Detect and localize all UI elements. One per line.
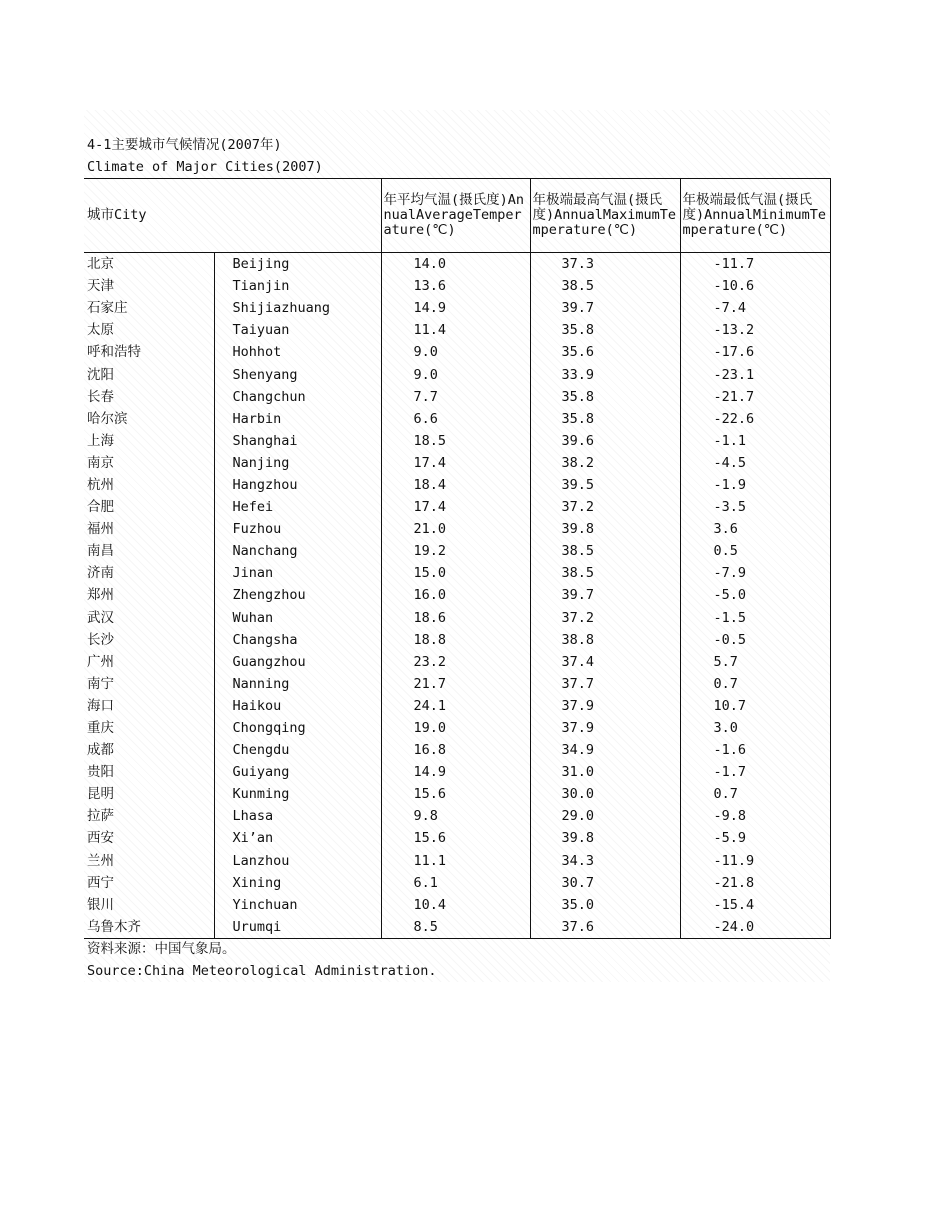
table-row [84,872,830,894]
minimum-temperature-cell: -11.7 [680,253,830,276]
table-row [84,363,830,385]
maximum-temperature-cell: 37.2 [530,607,680,629]
city-name-cn: 北京 [87,256,114,273]
city-name-en: Haikou [214,695,381,717]
table-row [84,717,830,739]
city-name-en: Beijing [214,253,381,276]
minimum-temperature-cell: -7.9 [680,562,830,584]
city-name-cn: 拉萨 [87,808,114,825]
table-title-en: Climate of Major Cities(2007) [87,159,323,175]
minimum-temperature-cell: 3.0 [680,717,830,739]
maximum-temperature-cell: 35.0 [530,894,680,916]
city-name-cn: 太原 [87,322,114,339]
minimum-temperature-cell: -1.7 [680,761,830,783]
city-name-cn: 西安 [87,830,114,847]
average-temperature-cell: 14.9 [381,297,530,319]
table-row [84,319,830,341]
city-name-cn: 兰州 [87,852,114,869]
table-row [84,496,830,518]
city-name-cn: 银川 [87,896,114,913]
source-note-cn: 资料来源：中国气象局。 [87,941,236,957]
average-temperature-cell: 15.6 [381,827,530,849]
minimum-temperature-cell: 0.5 [680,540,830,562]
city-name-en: Fuzhou [214,518,381,540]
maximum-temperature-cell: 37.7 [530,673,680,695]
table-row [84,805,830,827]
city-name-en: Lanzhou [214,850,381,872]
average-temperature-cell: 14.0 [381,253,530,276]
average-temperature-cell: 11.4 [381,319,530,341]
minimum-temperature-cell: -0.5 [680,629,830,651]
minimum-temperature-cell: -22.6 [680,408,830,430]
maximum-temperature-cell: 37.9 [530,695,680,717]
minimum-temperature-cell: 0.7 [680,673,830,695]
city-name-cn: 广州 [87,653,114,670]
source-note-en: Source:China Meteorological Administration. [87,963,437,979]
average-temperature-cell: 8.5 [381,916,530,939]
city-name-en: Guiyang [214,761,381,783]
maximum-temperature-cell: 39.5 [530,474,680,496]
city-name-en: Xining [214,872,381,894]
city-name-cn: 济南 [87,565,114,582]
average-temperature-cell: 6.1 [381,872,530,894]
table-row [84,562,830,584]
maximum-temperature-cell: 31.0 [530,761,680,783]
table-row [84,894,830,916]
minimum-temperature-cell: -3.5 [680,496,830,518]
minimum-temperature-cell: -10.6 [680,275,830,297]
average-temperature-cell: 10.4 [381,894,530,916]
maximum-temperature-cell: 39.8 [530,518,680,540]
table-row [84,430,830,452]
minimum-temperature-cell: -1.1 [680,430,830,452]
city-name-cn: 重庆 [87,720,114,737]
table-row [84,253,830,276]
table-row [84,673,830,695]
city-name-en: Taiyuan [214,319,381,341]
city-name-en: Jinan [214,562,381,584]
minimum-temperature-cell: -1.9 [680,474,830,496]
table-row [84,386,830,408]
table-body [84,253,830,939]
maximum-temperature-cell: 37.6 [530,916,680,939]
city-name-cn: 长沙 [87,631,114,648]
average-temperature-cell: 17.4 [381,452,530,474]
minimum-temperature-cell: -5.0 [680,584,830,606]
average-temperature-cell: 23.2 [381,651,530,673]
maximum-temperature-cell: 34.3 [530,850,680,872]
minimum-temperature-cell: -17.6 [680,341,830,363]
city-name-en: Changchun [214,386,381,408]
minimum-temperature-cell: -4.5 [680,452,830,474]
table-row [84,651,830,673]
city-name-cn: 长春 [87,388,114,405]
city-name-en: Urumqi [214,916,381,939]
header-minimum-temperature: 年极端最低气温(摄氏度)AnnualMinimumTemperature(℃) [680,179,830,253]
average-temperature-cell: 6.6 [381,408,530,430]
maximum-temperature-cell: 37.4 [530,651,680,673]
maximum-temperature-cell: 30.7 [530,872,680,894]
table-row [84,695,830,717]
city-name-cn: 昆明 [87,786,114,803]
average-temperature-cell: 21.7 [381,673,530,695]
maximum-temperature-cell: 37.2 [530,496,680,518]
average-temperature-cell: 21.0 [381,518,530,540]
table-header-row [84,179,830,253]
average-temperature-cell: 18.8 [381,629,530,651]
table-row [84,474,830,496]
maximum-temperature-cell: 39.6 [530,430,680,452]
average-temperature-cell: 9.0 [381,341,530,363]
table-row [84,607,830,629]
maximum-temperature-cell: 35.6 [530,341,680,363]
city-name-cn: 南宁 [87,675,114,692]
maximum-temperature-cell: 39.7 [530,297,680,319]
minimum-temperature-cell: 3.6 [680,518,830,540]
maximum-temperature-cell: 38.5 [530,562,680,584]
minimum-temperature-cell: -21.7 [680,386,830,408]
average-temperature-cell: 18.4 [381,474,530,496]
average-temperature-cell: 14.9 [381,761,530,783]
header-city: 城市City [84,179,381,253]
table-row [84,297,830,319]
city-name-en: Xi’an [214,827,381,849]
maximum-temperature-cell: 38.8 [530,629,680,651]
table-row [84,452,830,474]
city-name-cn: 上海 [87,432,114,449]
table-row [84,761,830,783]
maximum-temperature-cell: 35.8 [530,319,680,341]
city-name-en: Lhasa [214,805,381,827]
header-average-temperature: 年平均气温(摄氏度)AnnualAverageTemperature(℃) [381,179,530,253]
average-temperature-cell: 19.2 [381,540,530,562]
city-name-en: Nanchang [214,540,381,562]
city-name-cn: 福州 [87,521,114,538]
city-name-cn: 沈阳 [87,366,114,383]
minimum-temperature-cell: 5.7 [680,651,830,673]
minimum-temperature-cell: -23.1 [680,363,830,385]
average-temperature-cell: 18.5 [381,430,530,452]
average-temperature-cell: 13.6 [381,275,530,297]
maximum-temperature-cell: 38.5 [530,275,680,297]
minimum-temperature-cell: 10.7 [680,695,830,717]
average-temperature-cell: 11.1 [381,850,530,872]
minimum-temperature-cell: -24.0 [680,916,830,939]
table-row [84,584,830,606]
average-temperature-cell: 18.6 [381,607,530,629]
city-name-en: Chengdu [214,739,381,761]
table-row [84,540,830,562]
city-name-cn: 杭州 [87,476,114,493]
minimum-temperature-cell: -1.5 [680,607,830,629]
city-name-cn: 合肥 [87,499,114,516]
maximum-temperature-cell: 29.0 [530,805,680,827]
city-name-cn: 哈尔滨 [87,410,128,427]
average-temperature-cell: 15.0 [381,562,530,584]
city-name-cn: 南京 [87,454,114,471]
city-name-en: Hefei [214,496,381,518]
maximum-temperature-cell: 34.9 [530,739,680,761]
city-name-en: Shenyang [214,363,381,385]
minimum-temperature-cell: -5.9 [680,827,830,849]
minimum-temperature-cell: -21.8 [680,872,830,894]
city-name-en: Yinchuan [214,894,381,916]
city-name-cn: 南昌 [87,543,114,560]
city-name-cn: 贵阳 [87,764,114,781]
maximum-temperature-cell: 38.5 [530,540,680,562]
city-name-en: Hangzhou [214,474,381,496]
city-name-en: Nanning [214,673,381,695]
maximum-temperature-cell: 37.3 [530,253,680,276]
table-row [84,341,830,363]
city-name-en: Hohhot [214,341,381,363]
header-maximum-temperature: 年极端最高气温(摄氏度)AnnualMaximumTemperature(℃) [530,179,680,253]
minimum-temperature-cell: -1.6 [680,739,830,761]
climate-table [84,178,831,939]
table-row [84,916,830,939]
city-name-cn: 西宁 [87,874,114,891]
average-temperature-cell: 15.6 [381,783,530,805]
minimum-temperature-cell: -7.4 [680,297,830,319]
maximum-temperature-cell: 39.8 [530,827,680,849]
average-temperature-cell: 24.1 [381,695,530,717]
maximum-temperature-cell: 35.8 [530,408,680,430]
city-name-cn: 天津 [87,278,114,295]
average-temperature-cell: 9.0 [381,363,530,385]
average-temperature-cell: 16.0 [381,584,530,606]
city-name-cn: 石家庄 [87,300,128,317]
table-row [84,629,830,651]
maximum-temperature-cell: 39.7 [530,584,680,606]
maximum-temperature-cell: 37.9 [530,717,680,739]
minimum-temperature-cell: 0.7 [680,783,830,805]
minimum-temperature-cell: -9.8 [680,805,830,827]
city-name-cn: 武汉 [87,609,114,626]
average-temperature-cell: 9.8 [381,805,530,827]
table-title-cn: 4-1主要城市气候情况(2007年) [87,137,282,153]
table-row [84,850,830,872]
city-name-en: Kunming [214,783,381,805]
city-name-cn: 海口 [87,697,114,714]
city-name-en: Guangzhou [214,651,381,673]
city-name-cn: 乌鲁木齐 [84,916,214,939]
table-row [84,827,830,849]
city-name-en: Wuhan [214,607,381,629]
city-name-en: Zhengzhou [214,584,381,606]
table-row [84,408,830,430]
average-temperature-cell: 17.4 [381,496,530,518]
maximum-temperature-cell: 38.2 [530,452,680,474]
city-name-en: Nanjing [214,452,381,474]
city-name-cn: 成都 [87,742,114,759]
maximum-temperature-cell: 35.8 [530,386,680,408]
minimum-temperature-cell: -15.4 [680,894,830,916]
city-name-en: Harbin [214,408,381,430]
average-temperature-cell: 7.7 [381,386,530,408]
minimum-temperature-cell: -11.9 [680,850,830,872]
city-name-en: Shijiazhuang [214,297,381,319]
city-name-en: Changsha [214,629,381,651]
average-temperature-cell: 19.0 [381,717,530,739]
city-name-en: Shanghai [214,430,381,452]
table-row [84,275,830,297]
table-row [84,518,830,540]
city-name-cn: 呼和浩特 [87,344,141,361]
table-row [84,783,830,805]
maximum-temperature-cell: 30.0 [530,783,680,805]
average-temperature-cell: 16.8 [381,739,530,761]
climate-sheet [84,110,830,982]
minimum-temperature-cell: -13.2 [680,319,830,341]
maximum-temperature-cell: 33.9 [530,363,680,385]
city-name-en: Tianjin [214,275,381,297]
city-name-en: Chongqing [214,717,381,739]
table-row [84,739,830,761]
city-name-cn: 郑州 [87,587,114,604]
